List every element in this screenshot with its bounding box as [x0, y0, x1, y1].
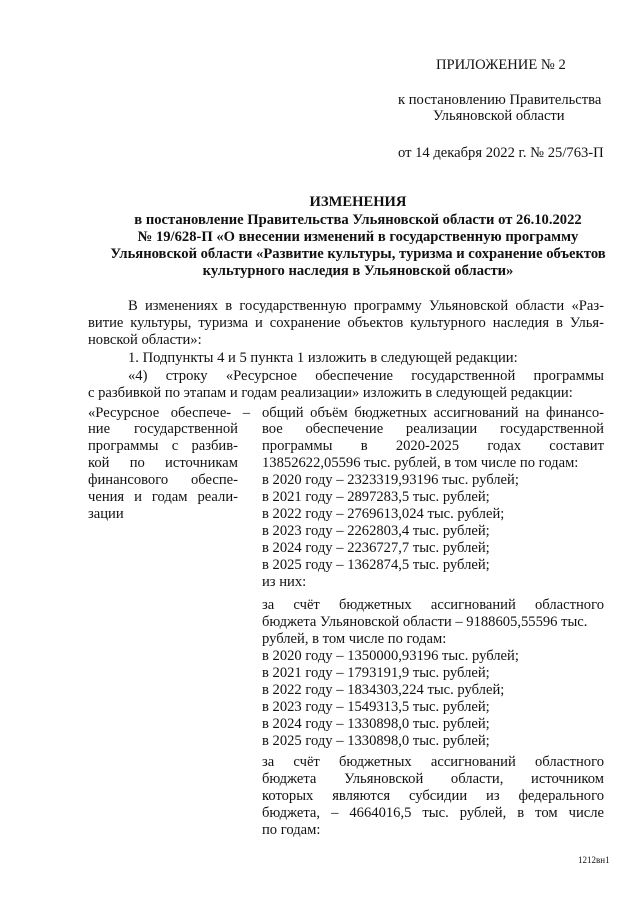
table-right-line: вое обеспечение реализации государственной	[262, 421, 604, 437]
table-right-line: в 2025 году – 1362874,5 тыс. рублей;	[262, 557, 490, 573]
footer-code: 1212вн1	[578, 855, 610, 865]
table-right-line: в 2023 году – 2262803,4 тыс. рублей;	[262, 523, 490, 539]
table-right-line: бюджета Ульяновской области, источником	[262, 771, 604, 787]
appendix-label: ПРИЛОЖЕНИЕ № 2	[436, 57, 566, 73]
table-right-line: за счёт бюджетных ассигнований областного	[262, 754, 604, 770]
intro-line: витие культуры, туризма и сохранение объектов культурного наследия в Улья-	[88, 315, 604, 331]
title-line: Ульяновской области «Развитие культуры, туризма и сохранение объектов	[110, 246, 606, 262]
item-1: 1. Подпункты 4 и 5 пункта 1 изложить в следующей редакции:	[128, 350, 518, 366]
table-left-line: кой по источникам	[88, 455, 238, 471]
resolution-date-number: от 14 декабря 2022 г. № 25/763-П	[398, 145, 604, 161]
table-right-line: в 2022 году – 1834303,224 тыс. рублей;	[262, 682, 505, 698]
table-right-line: рублей, в том числе по годам:	[262, 631, 447, 647]
table-right-line: в 2021 году – 1793191,9 тыс. рублей;	[262, 665, 490, 681]
table-right-line: бюджета, – 4664016,5 тыс. рублей, в том числе	[262, 805, 604, 821]
table-left-line: программы с разбив-	[88, 438, 238, 454]
intro-line: В изменениях в государственную программу Ульяновской области «Раз-	[128, 298, 604, 314]
table-right-line: в 2020 году – 1350000,93196 тыс. рублей;	[262, 648, 519, 664]
subitem-4-line: «4) строку «Ресурсное обеспечение государственной программы	[128, 368, 604, 384]
table-left-line: чения и годам реали-	[88, 489, 238, 505]
title-line: в постановление Правительства Ульяновской области от 26.10.2022	[134, 212, 582, 228]
document-heading: ИЗМЕНЕНИЯ	[309, 194, 407, 210]
table-right-line: бюджета Ульяновской области – 9188605,55596 тыс.	[262, 614, 588, 630]
table-right-line: за счёт бюджетных ассигнований областного	[262, 597, 604, 613]
table-right-line: по годам:	[262, 822, 321, 838]
table-right-line: общий объём бюджетных ассигнований на финансо-	[262, 405, 604, 421]
table-left-line: зации	[88, 506, 124, 522]
table-right-line: в 2024 году – 2236727,7 тыс. рублей;	[262, 540, 490, 556]
table-left-line: «Ресурсное обеспече- –	[88, 405, 250, 421]
table-right-line: в 2020 году – 2323319,93196 тыс. рублей;	[262, 472, 519, 488]
table-right-line: в 2024 году – 1330898,0 тыс. рублей;	[262, 716, 490, 732]
title-line: № 19/628-П «О внесении изменений в государственную программу	[137, 229, 579, 245]
table-right-line: в 2023 году – 1549313,5 тыс. рублей;	[262, 699, 490, 715]
title-line: культурного наследия в Ульяновской области»	[202, 263, 514, 279]
table-right-line: из них:	[262, 574, 307, 590]
resolution-reference: к постановлению Правительства	[398, 92, 602, 108]
subitem-4-line: с разбивкой по этапам и годам реализации» изложить в следующей редакции:	[88, 385, 573, 401]
table-right-line: в 2022 году – 2769613,024 тыс. рублей;	[262, 506, 505, 522]
table-right-line: программы в 2020-2025 годах составит	[262, 438, 604, 454]
table-left-line: ние государственной	[88, 421, 238, 437]
table-right-line: 13852622,05596 тыс. рублей, в том числе по годам:	[262, 455, 579, 471]
intro-line: новской области»:	[88, 332, 202, 348]
table-right-line: в 2025 году – 1330898,0 тыс. рублей;	[262, 733, 490, 749]
table-left-line: финансового обеспе-	[88, 472, 238, 488]
table-right-line: в 2021 году – 2897283,5 тыс. рублей;	[262, 489, 490, 505]
region-name: Ульяновской области	[433, 108, 565, 124]
table-right-line: которых являются субсидии из федерального	[262, 788, 604, 804]
